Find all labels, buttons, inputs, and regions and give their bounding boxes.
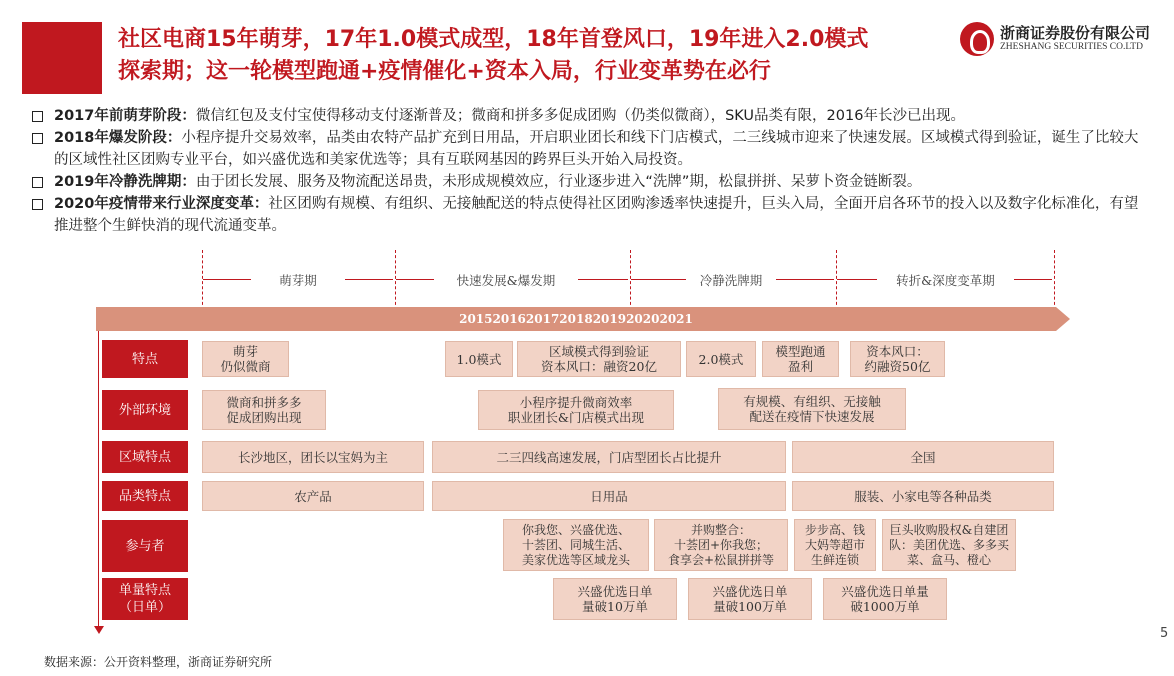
- bullet-lead: 2017年前萌芽阶段：: [54, 108, 196, 124]
- bullet-text: 由于团长发展、服务及物流配送昂贵，未形成规模效应，行业逐步进入“洗牌”期，松鼠拼拼、呆萝卜资金链断裂。: [195, 174, 922, 190]
- row-label-participants: 参与者: [102, 520, 188, 572]
- period-label-transform: 转折&深度变革期: [896, 273, 995, 288]
- axis-arrow-icon: [94, 626, 104, 634]
- bullet-list: [28, 105, 1148, 237]
- participant-cell: 并购整合： 十荟团+你我您； 食享会+松鼠拼拼等: [654, 519, 788, 571]
- category-cell: 服装、小家电等各种品类: [792, 481, 1054, 511]
- bullet-item: [28, 171, 1148, 193]
- period-divider: [1054, 250, 1055, 310]
- row-label-volume: 单量特点 （日单）: [102, 578, 188, 620]
- period-divider: [630, 250, 631, 310]
- title-line-1: 社区电商15年萌芽，17年1.0模式成型，18年首登风口，19年进入2.0模式: [118, 27, 869, 52]
- region-cell: 长沙地区，团长以宝妈为主: [202, 441, 424, 473]
- logo-mark-icon: [960, 22, 994, 56]
- region-cell: 全国: [792, 441, 1054, 473]
- period-divider: [202, 250, 203, 310]
- row-label-category: 品类特点: [102, 481, 188, 511]
- bullet-item: [28, 105, 1148, 127]
- vertical-axis: [98, 331, 99, 629]
- period-arrow: [1014, 279, 1052, 280]
- feature-cell: 萌芽 仍似微商: [202, 341, 289, 377]
- bullet-text: 小程序提升交易效率，品类由农特产品扩充到日用品，开启职业团长和线下门店模式，二三线城市迎来了快速发展。区域模式得到验证，诞生了比较大的区域性社区团购专业平台，如兴盛优选和美家优选等；具有互联网基因的跨界巨头开始入局投资。: [54, 130, 1139, 168]
- period-arrow: [345, 279, 393, 280]
- feature-cell: 资本风口： 约融资50亿: [850, 341, 945, 377]
- row-label-environment: 外部环境: [102, 390, 188, 430]
- bullet-text: 社区团购有规模、有组织、无接触配送的特点使得社区团购渗透率快速提升，巨头入局，全面开启各环节的投入以及数字化标准化，有望推进整个生鲜快消的现代流通变革。: [54, 196, 1139, 234]
- environment-cell: 小程序提升微商效率 职业团长&门店模式出现: [478, 390, 674, 430]
- bullet-lead: 2019年冷静洗牌期：: [54, 174, 196, 190]
- period-arrow: [203, 279, 251, 280]
- participant-cell: 巨头收购股权&自建团 队：美团优选、多多买 菜、盒马、橙心: [882, 519, 1016, 571]
- feature-cell: 区域模式得到验证 资本风口：融资20亿: [517, 341, 681, 377]
- volume-cell: 兴盛优选日单 量破10万单: [553, 578, 677, 620]
- region-cell: 二三四线高速发展，门店型团长占比提升: [432, 441, 786, 473]
- bullet-lead: 2018年爆发阶段：: [54, 130, 182, 146]
- row-label-region: 区域特点: [102, 441, 188, 473]
- period-arrow: [396, 279, 434, 280]
- feature-cell: 1.0模式: [445, 341, 513, 377]
- timeline-arrow-tip: [1056, 307, 1070, 331]
- environment-cell: 有规模、有组织、无接触 配送在疫情下快速发展: [718, 388, 906, 430]
- square-bullet-icon: [32, 177, 43, 188]
- feature-cell: 2.0模式: [686, 341, 756, 377]
- title-line-2: 探索期；这一轮模型跑通+疫情催化+资本入局，行业变革势在必行: [118, 59, 771, 84]
- timeline-banner: 2015201620172018201920202021: [96, 307, 1056, 331]
- logo-name-cn: 浙商证券股份有限公司: [1000, 24, 1151, 42]
- bullet-lead: 2020年疫情带来行业深度变革：: [54, 196, 269, 212]
- category-cell: 日用品: [432, 481, 786, 511]
- volume-cell: 兴盛优选日单 量破100万单: [688, 578, 812, 620]
- period-label-boom: 快速发展&爆发期: [456, 273, 556, 288]
- environment-cell: 微商和拼多多 促成团购出现: [202, 390, 326, 430]
- square-bullet-icon: [32, 133, 43, 144]
- title-accent-block: [22, 22, 102, 94]
- period-label-shakeout: 冷静洗牌期: [699, 273, 763, 288]
- page-number: 5: [1160, 626, 1169, 641]
- bullet-item: [28, 193, 1148, 237]
- square-bullet-icon: [32, 111, 43, 122]
- participant-cell: 步步高、钱 大妈等超市 生鲜连锁: [794, 519, 876, 571]
- participant-cell: 你我您、兴盛优选、 十荟团、同城生活、 美家优选等区域龙头: [503, 519, 649, 571]
- volume-cell: 兴盛优选日单量 破1000万单: [823, 578, 947, 620]
- period-arrow: [776, 279, 834, 280]
- square-bullet-icon: [32, 199, 43, 210]
- feature-cell: 模型跑通 盈利: [762, 341, 839, 377]
- period-arrow: [578, 279, 628, 280]
- period-label-sprout: 萌芽期: [279, 273, 317, 288]
- data-source-note: 数据来源：公开资料整理，浙商证券研究所: [44, 655, 273, 669]
- category-cell: 农产品: [202, 481, 424, 511]
- period-arrow: [631, 279, 686, 280]
- period-divider: [836, 250, 837, 310]
- period-divider: [395, 250, 396, 310]
- company-logo: [960, 22, 1170, 62]
- period-arrow: [837, 279, 877, 280]
- bullet-item: [28, 127, 1148, 171]
- row-label-features: 特点: [102, 340, 188, 378]
- logo-name-en: ZHESHANG SECURITIES CO.LTD: [1000, 42, 1143, 52]
- page-title: [118, 24, 938, 88]
- bullet-text: 微信红包及支付宝使得移动支付逐渐普及；微商和拼多多促成团购（仍类似微商），SKU品类有限，2016年长沙已出现。: [195, 108, 965, 124]
